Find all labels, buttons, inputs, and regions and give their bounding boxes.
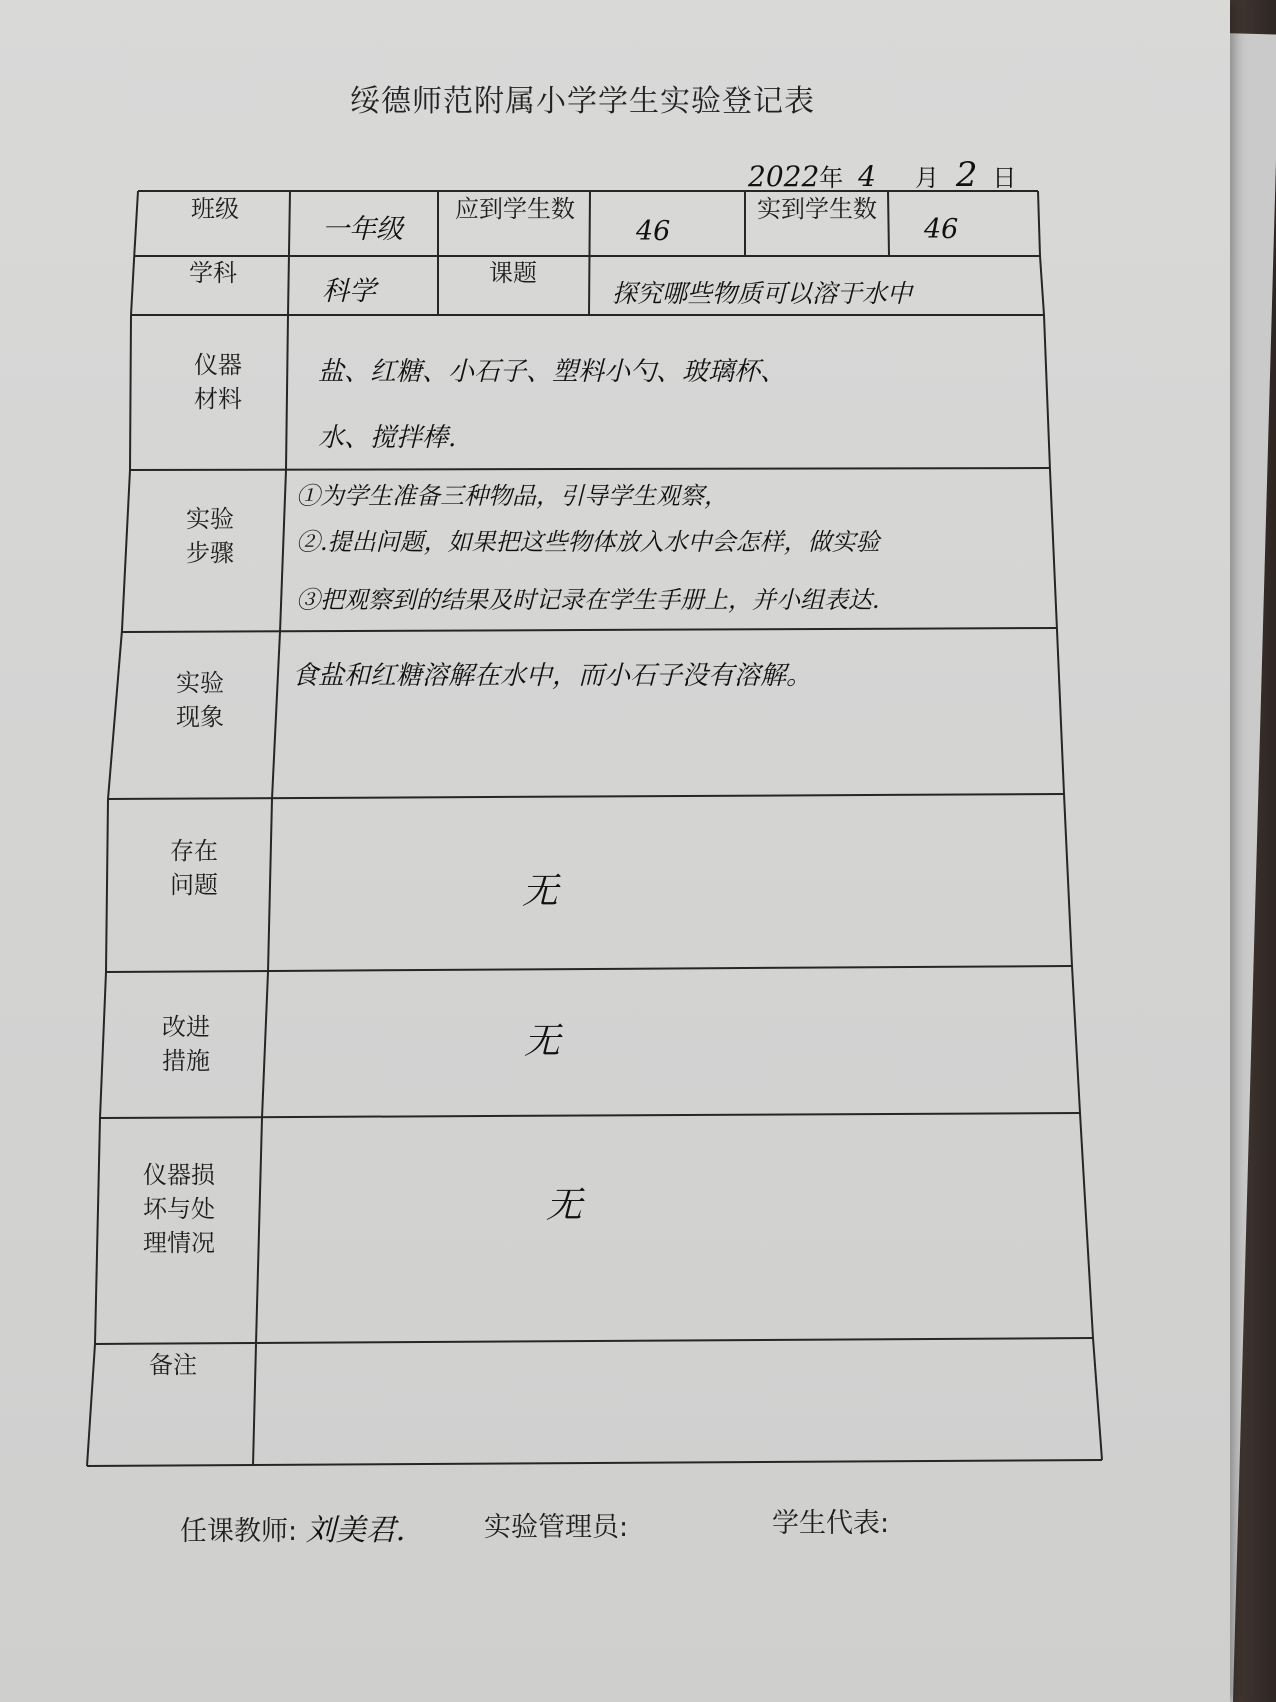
steps-line3: ③把观察到的结果及时记录在学生手册上，并小组表达. <box>296 586 880 614</box>
date-day: 2 <box>955 155 978 195</box>
teacher-label: 任课教师: <box>180 1516 298 1547</box>
materials-line1: 盐、红糖、小石子、塑料小勺、玻璃杯、 <box>318 357 787 387</box>
student-rep-field <box>772 1501 889 1540</box>
materials-label-line1: 仪器 <box>194 351 242 379</box>
problems-text: 无 <box>522 871 559 912</box>
actual-students-label: 实到学生数 <box>757 195 877 223</box>
improvements-label-line2: 措施 <box>162 1047 210 1075</box>
phenomenon-label <box>150 666 250 734</box>
teacher-field <box>180 1505 405 1549</box>
teacher-signature: 刘美君. <box>305 1513 406 1548</box>
topic-label: 课题 <box>489 259 537 287</box>
class-value: 一年级 <box>322 214 403 245</box>
date-month-unit: 月 <box>914 164 939 192</box>
damage-text: 无 <box>546 1185 583 1226</box>
date-day-unit: 日 <box>992 164 1017 192</box>
expected-students-value: 46 <box>636 216 671 247</box>
manager-label: 实验管理员: <box>484 1512 629 1543</box>
problems-label-line2: 问题 <box>170 871 218 899</box>
damage-label-line3: 理情况 <box>143 1229 215 1257</box>
improvements-label <box>136 1010 236 1078</box>
steps-label-line2: 步骤 <box>186 539 234 567</box>
subject-label: 学科 <box>189 259 237 287</box>
subject-value: 科学 <box>322 276 376 307</box>
improvements-text: 无 <box>524 1021 561 1062</box>
form-title: 绥德师范附属小学学生实验登记表 <box>350 84 815 119</box>
problems-label <box>144 834 244 902</box>
class-label: 班级 <box>191 195 239 223</box>
date-year: 2022 <box>748 160 820 193</box>
steps-line2: ②.提出问题，如果把这些物体放入水中会怎样，做实验 <box>296 528 880 556</box>
phenomenon-label-line1: 实验 <box>176 669 224 697</box>
materials-line2: 水、搅拌棒. <box>318 423 457 453</box>
topic-value: 探究哪些物质可以溶于水中 <box>612 279 913 308</box>
student-rep-label: 学生代表: <box>772 1508 890 1539</box>
materials-label <box>168 348 268 416</box>
notes-label: 备注 <box>149 1351 197 1379</box>
damage-label-line2: 坏与处 <box>143 1195 215 1223</box>
expected-students-label: 应到学生数 <box>455 195 575 223</box>
date-month: 4 <box>858 160 876 193</box>
problems-label-line1: 存在 <box>170 837 218 865</box>
steps-label-line1: 实验 <box>186 505 234 533</box>
phenomenon-label-line2: 现象 <box>176 703 224 731</box>
steps-label <box>160 502 260 570</box>
date-year-unit: 年 <box>819 164 844 192</box>
damage-label-line1: 仪器损 <box>143 1161 215 1189</box>
damage-label <box>124 1158 234 1260</box>
phenomenon-text: 食盐和红糖溶解在水中，而小石子没有溶解。 <box>292 661 813 691</box>
improvements-label-line1: 改进 <box>162 1013 210 1041</box>
actual-students-value: 46 <box>924 214 959 245</box>
manager-field <box>484 1505 628 1544</box>
steps-line1: ①为学生准备三种物品，引导学生观察， <box>296 482 728 510</box>
materials-label-line2: 材料 <box>194 385 242 413</box>
